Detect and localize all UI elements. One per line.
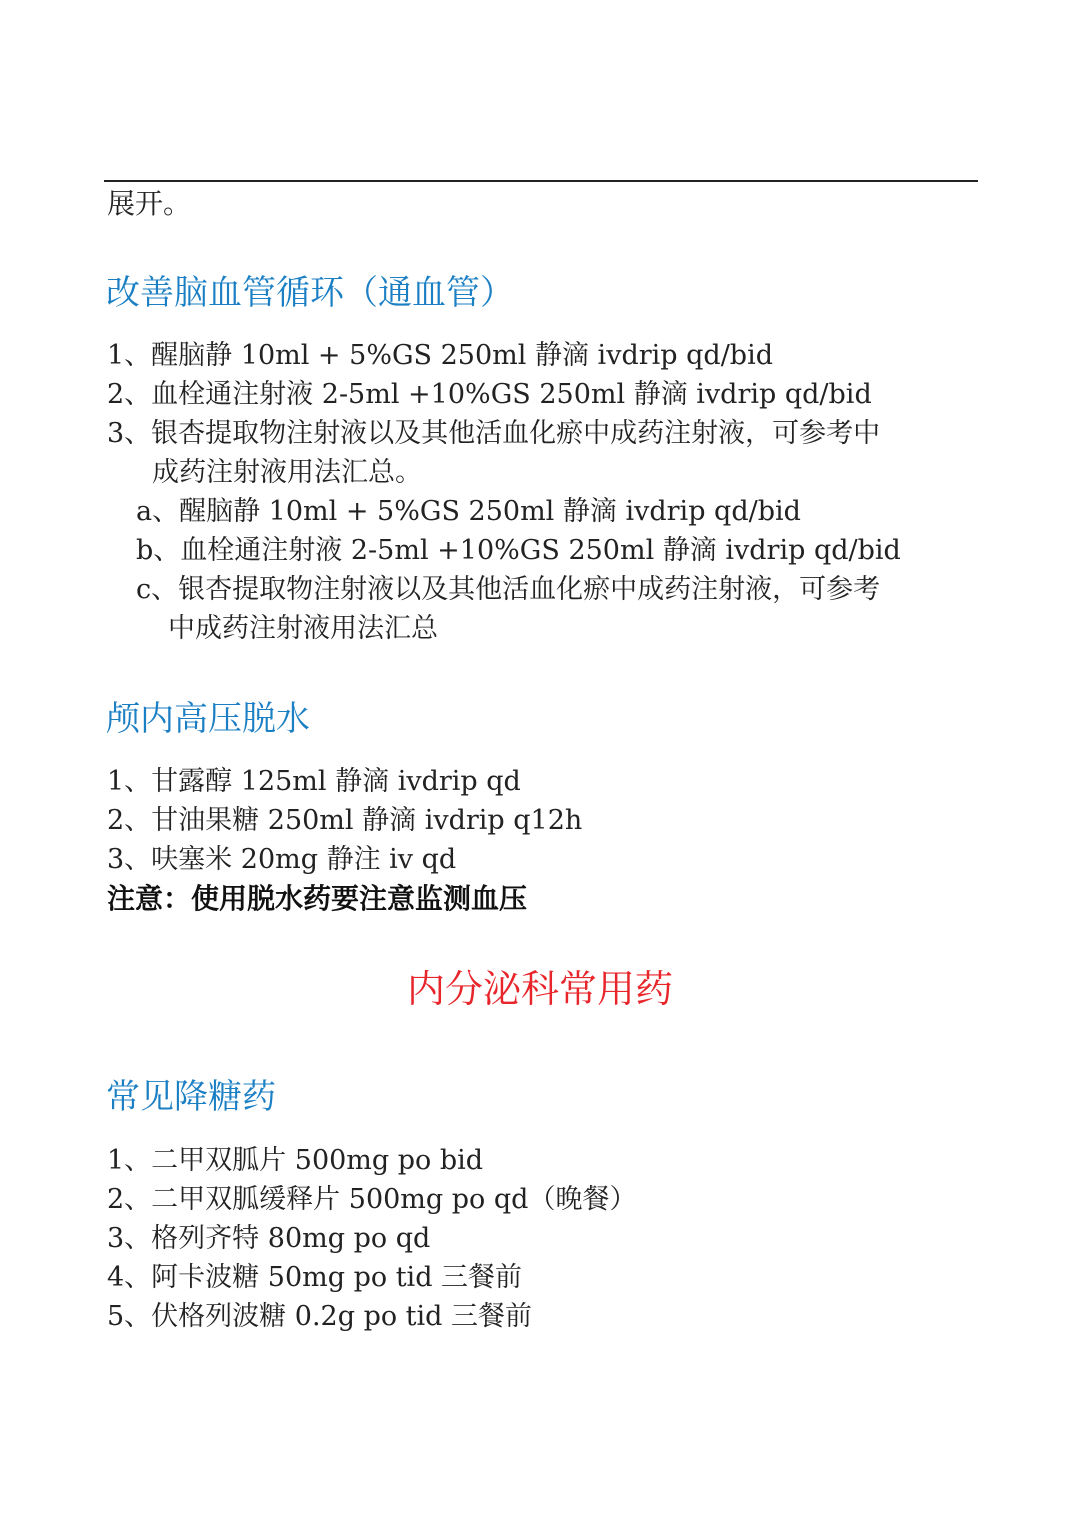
list-item: 3、呋塞米 20mg 静注 iv qd: [107, 844, 457, 875]
list-item: 2、血栓通注射液 2-5ml +10%GS 250ml 静滴 ivdrip qd/bid: [107, 379, 872, 410]
continuation-text: 展开。: [107, 187, 192, 220]
section-heading-cerebral-circulation: 改善脑血管循环（通血管）: [106, 273, 514, 313]
list-item: 2、二甲双胍缓释片 500mg po qd（晚餐）: [107, 1184, 637, 1215]
list-item: 4、阿卡波糖 50mg po tid 三餐前: [107, 1262, 523, 1293]
sublist-item: c、银杏提取物注射液以及其他活血化瘀中成药注射液，可参考: [136, 574, 881, 605]
list-item: 1、醒脑静 10ml + 5%GS 250ml 静滴 ivdrip qd/bid: [107, 340, 774, 371]
section-heading-hypoglycemic-drugs: 常见降糖药: [106, 1077, 276, 1117]
section-heading-intracranial-pressure: 颅内高压脱水: [106, 699, 310, 739]
list-item: 5、伏格列波糖 0.2g po tid 三餐前: [107, 1301, 533, 1332]
list-item: 1、甘露醇 125ml 静滴 ivdrip qd: [107, 766, 521, 797]
caution-note: 注意：使用脱水药要注意监测血压: [107, 882, 528, 915]
list-item-continuation: 成药注射液用法汇总。: [152, 457, 422, 488]
list-item: 1、二甲双胍片 500mg po bid: [107, 1145, 484, 1176]
list-item: 2、甘油果糖 250ml 静滴 ivdrip q12h: [107, 805, 583, 836]
chapter-title: 内分泌科常用药: [406, 967, 673, 1011]
sublist-item-continuation: 中成药注射液用法汇总: [168, 613, 438, 644]
sublist-item: a、醒脑静 10ml + 5%GS 250ml 静滴 ivdrip qd/bid: [136, 496, 801, 527]
list-item: 3、银杏提取物注射液以及其他活血化瘀中成药注射液，可参考中: [107, 418, 881, 449]
list-item: 3、格列齐特 80mg po qd: [107, 1223, 431, 1254]
sublist-item: b、血栓通注射液 2-5ml +10%GS 250ml 静滴 ivdrip qd/bid: [136, 535, 901, 566]
top-divider: [104, 180, 978, 182]
